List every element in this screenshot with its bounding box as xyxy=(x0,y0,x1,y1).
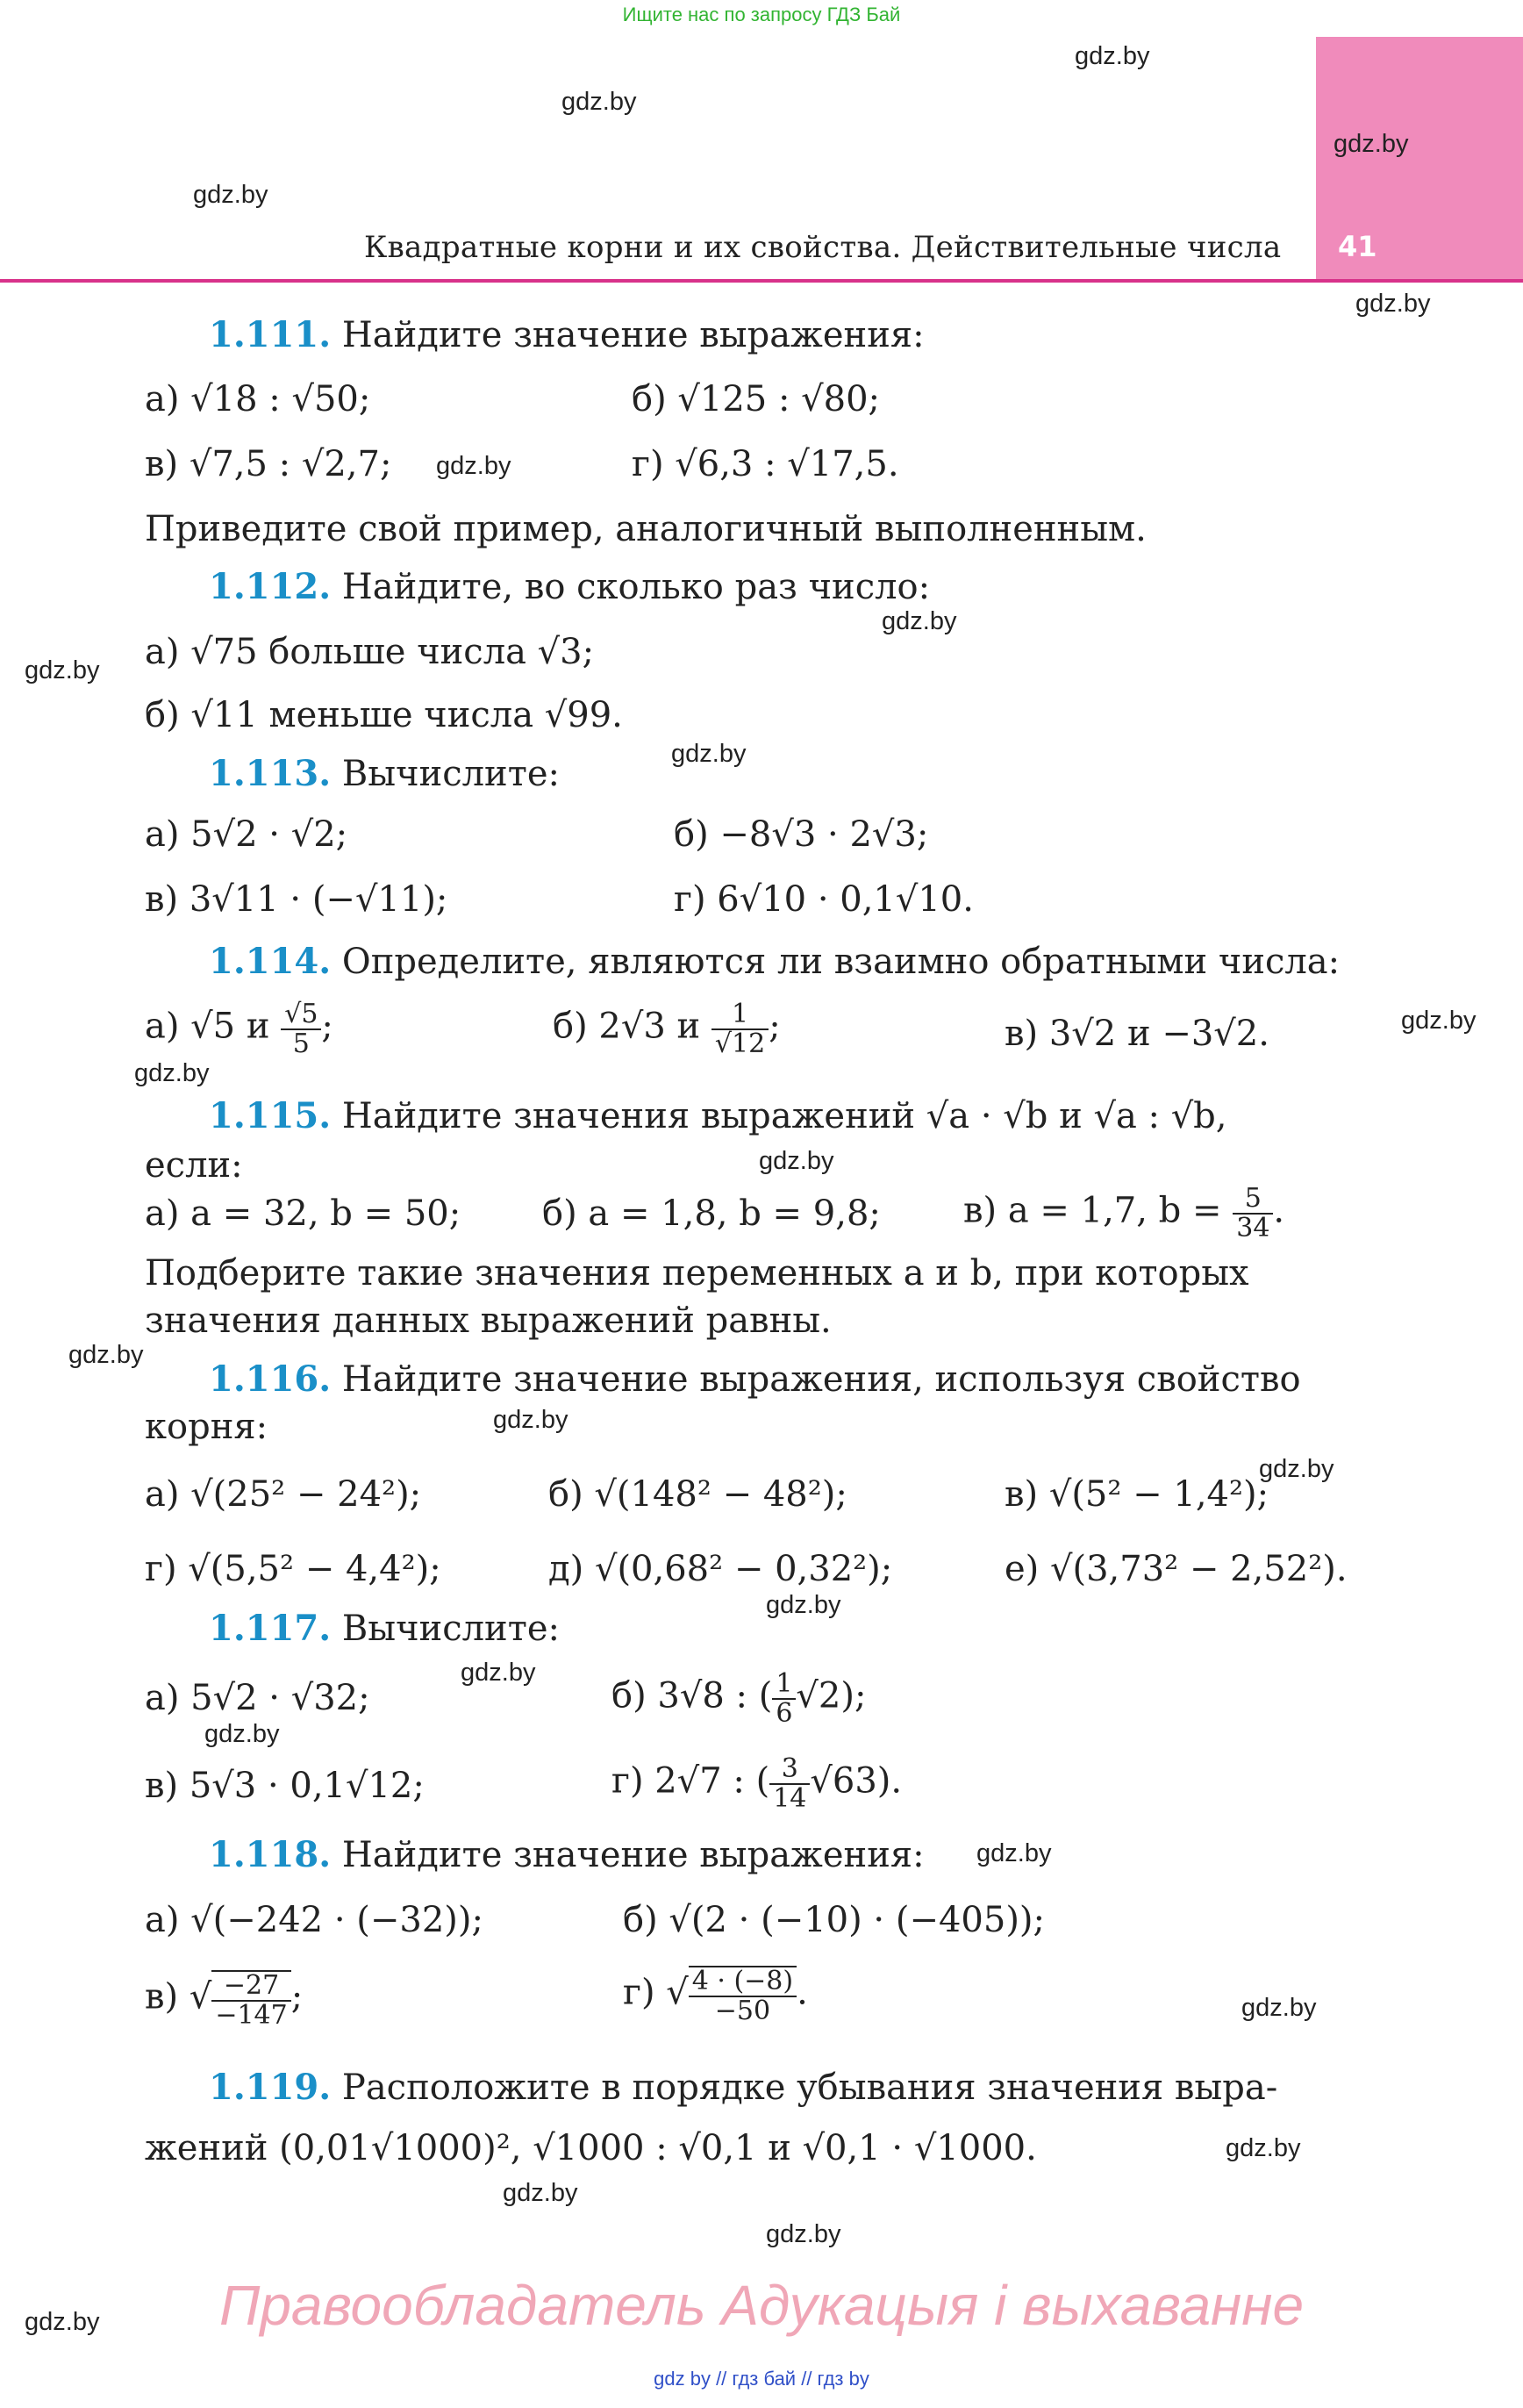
problem-number: 1.118. xyxy=(209,1834,332,1875)
problem-1-117-v: в) 5√3 · 0,1√12; xyxy=(145,1766,425,1806)
problem-title: Найдите значение выражения: xyxy=(341,1835,925,1875)
problem-number: 1.115. xyxy=(209,1095,332,1136)
problem-1-115-v: в) a = 1,7, b = $\frac{5}{34}$ . xyxy=(963,1183,1285,1243)
problem-title: Вычислите: xyxy=(341,754,560,794)
problem-1-116-heading xyxy=(209,1358,1301,1400)
problem-1-119-heading xyxy=(209,2067,1277,2108)
expression-text: в) a = 1,7, b = xyxy=(963,1190,1222,1231)
problem-title: Определите, являются ли взаимно обратными числа: xyxy=(341,942,1341,982)
problem-1-118-a: а) √(−242 · (−32)); xyxy=(145,1900,483,1940)
problem-1-111-heading xyxy=(209,314,925,355)
problem-number: 1.113. xyxy=(209,753,332,794)
watermark: gdz.by xyxy=(759,1147,834,1175)
problem-1-111-b: б) √125 : √80; xyxy=(632,379,881,419)
fraction xyxy=(281,1000,321,1057)
header-divider xyxy=(0,279,1523,283)
problem-1-113-a: а) 5√2 · √2; xyxy=(145,814,348,855)
watermark: gdz.by xyxy=(1241,1994,1317,2022)
numerator: 1 xyxy=(711,1000,769,1030)
fraction xyxy=(769,1755,810,1812)
numerator: 1 xyxy=(772,1670,796,1700)
fraction xyxy=(689,1966,797,2025)
problem-title: Найдите значение выражения, используя свойство xyxy=(341,1359,1301,1400)
problem-title: Найдите значения выражений √a · √b и √a : √b, xyxy=(341,1096,1227,1136)
problem-1-117-b xyxy=(611,1670,866,1727)
denominator: −50 xyxy=(714,1995,771,2026)
denominator: 6 xyxy=(776,1697,793,1729)
top-note: Ищите нас по запросу ГДЗ Бай xyxy=(622,4,901,25)
expression-text: г) 2√7 : ( xyxy=(611,1760,770,1802)
problem-number: 1.112. xyxy=(209,566,332,607)
watermark: gdz.by xyxy=(1401,1007,1477,1035)
problem-1-115-b: б) a = 1,8, b = 9,8; xyxy=(542,1193,881,1234)
expression-text: б) 2√3 и xyxy=(553,1006,701,1047)
problem-title: Вычислите: xyxy=(341,1609,560,1649)
page-number: 41 xyxy=(1338,230,1377,263)
problem-1-116-e: е) √(3,73² − 2,52²). xyxy=(1005,1549,1348,1589)
problem-1-115-heading xyxy=(209,1095,1227,1136)
problem-1-116-g: г) √(5,5² − 4,4²); xyxy=(145,1549,441,1589)
watermark: gdz.by xyxy=(1355,290,1431,318)
problem-1-112-a: а) √75 больше числа √3; xyxy=(145,632,595,672)
problem-1-111-a: а) √18 : √50; xyxy=(145,379,371,419)
denominator: √12 xyxy=(714,1028,766,1059)
problem-1-116-d: д) √(0,68² − 0,32²); xyxy=(548,1549,893,1589)
watermark: gdz.by xyxy=(1226,2134,1301,2162)
problem-1-119-line-2: жений (0,01√1000)², √1000 : √0,1 и √0,1 · √1000. xyxy=(145,2128,1037,2168)
watermark: gdz.by xyxy=(1334,130,1409,158)
watermark: gdz.by xyxy=(436,452,511,480)
problem-1-111-note: Приведите свой пример, аналогичный выполненным. xyxy=(145,509,1147,549)
problem-number: 1.114. xyxy=(209,941,332,982)
problem-number: 1.119. xyxy=(209,2067,332,2108)
expression-text: г) √ xyxy=(623,1972,689,2013)
problem-1-118-g: г) √ $\frac{4 \cdot (-8)}{-50}$ . xyxy=(623,1966,808,2026)
problem-1-118-b: б) √(2 · (−10) · (−405)); xyxy=(623,1900,1046,1940)
watermark: gdz.by xyxy=(68,1341,144,1369)
copyright-notice: Правообладатель Адукацыя і выхаванне xyxy=(218,2274,1305,2337)
watermark: gdz.by xyxy=(1259,1455,1334,1483)
problem-title: Найдите значение выражения: xyxy=(341,315,925,355)
problem-1-113-v: в) 3√11 · (−√11); xyxy=(145,879,448,920)
fraction xyxy=(772,1670,796,1727)
problem-1-115-a: а) a = 32, b = 50; xyxy=(145,1193,461,1234)
problem-1-117-g xyxy=(611,1755,902,1812)
denominator: 14 xyxy=(773,1782,807,1814)
numerator: 3 xyxy=(769,1755,810,1785)
watermark: gdz.by xyxy=(561,88,637,116)
denominator: 34 xyxy=(1236,1212,1270,1243)
problem-1-118-v: в) √ $\frac{-27}{-147}$ ; xyxy=(145,1970,304,2031)
expression-text: б) 3√8 : ( xyxy=(611,1675,773,1716)
problem-number: 1.116. xyxy=(209,1358,332,1400)
watermark: gdz.by xyxy=(493,1406,568,1434)
problem-1-113-g: г) 6√10 · 0,1√10. xyxy=(674,879,974,920)
denominator: 5 xyxy=(292,1028,310,1059)
watermark: gdz.by xyxy=(1075,42,1150,70)
watermark: gdz.by xyxy=(976,1839,1052,1867)
watermark: gdz.by xyxy=(671,740,747,768)
expression-text: в) √ xyxy=(145,1976,212,2017)
problem-number: 1.111. xyxy=(209,314,332,355)
watermark: gdz.by xyxy=(25,656,100,684)
problem-1-115-if: если: xyxy=(145,1145,243,1186)
problem-1-116-v: в) √(5² − 1,4²); xyxy=(1005,1474,1269,1515)
running-head: Квадратные корни и их свойства. Действительные числа xyxy=(364,230,1282,265)
problem-1-116-b: б) √(148² − 48²); xyxy=(548,1474,847,1515)
problem-1-116-root: корня: xyxy=(145,1407,268,1447)
problem-1-117-a: а) 5√2 · √32; xyxy=(145,1678,370,1718)
watermark: gdz.by xyxy=(25,2308,100,2336)
watermark: gdz.by xyxy=(134,1059,210,1087)
watermark: gdz.by xyxy=(766,1591,841,1619)
problem-1-114-b: б) 2√3 и $\frac{1}{√12}$ ; xyxy=(553,999,781,1059)
problem-1-114-v: в) 3√2 и −3√2. xyxy=(1005,1014,1269,1054)
problem-1-112-b: б) √11 меньше числа √99. xyxy=(145,695,623,735)
problem-title: Расположите в порядке убывания значения выра- xyxy=(341,2068,1278,2108)
watermark: gdz.by xyxy=(503,2179,578,2207)
numerator: 5 xyxy=(1233,1185,1273,1215)
expression-text: а) √5 и xyxy=(145,1006,270,1047)
watermark: gdz.by xyxy=(461,1659,536,1687)
watermark: gdz.by xyxy=(766,2220,841,2248)
problem-1-117-heading xyxy=(209,1608,560,1649)
problem-1-114-a: а) √5 и $\frac{√5}{5}$ ; xyxy=(145,999,333,1059)
watermark: gdz.by xyxy=(882,607,957,635)
problem-1-118-heading xyxy=(209,1834,925,1875)
fraction xyxy=(211,1970,290,2029)
problem-1-113-heading xyxy=(209,753,560,794)
problem-1-112-heading xyxy=(209,566,930,607)
expression-text: √2); xyxy=(796,1675,867,1716)
problem-number: 1.117. xyxy=(209,1608,332,1649)
fraction xyxy=(711,1000,769,1057)
watermark: gdz.by xyxy=(193,181,268,209)
problem-1-111-g: г) √6,3 : √17,5. xyxy=(632,444,899,484)
problem-1-114-heading xyxy=(209,941,1340,982)
footer-links[interactable]: gdz by // гдз бай // гдз by xyxy=(654,2368,869,2390)
problem-1-111-v: в) √7,5 : √2,7; xyxy=(145,444,392,484)
problem-1-116-a: а) √(25² − 24²); xyxy=(145,1474,422,1515)
denominator: −147 xyxy=(215,1999,288,2031)
problem-1-115-note-1: Подберите такие значения переменных a и b, при которых xyxy=(145,1253,1249,1294)
numerator: 4 · (−8) xyxy=(689,1967,797,1997)
numerator: √5 xyxy=(281,1000,321,1030)
fraction xyxy=(1233,1185,1273,1242)
problem-1-115-note-2: значения данных выражений равны. xyxy=(145,1301,832,1341)
problem-1-113-b: б) −8√3 · 2√3; xyxy=(674,814,929,855)
expression-text: √63). xyxy=(810,1760,903,1802)
watermark: gdz.by xyxy=(204,1720,280,1748)
problem-title: Найдите, во сколько раз число: xyxy=(341,567,931,607)
numerator: −27 xyxy=(211,1972,290,2002)
